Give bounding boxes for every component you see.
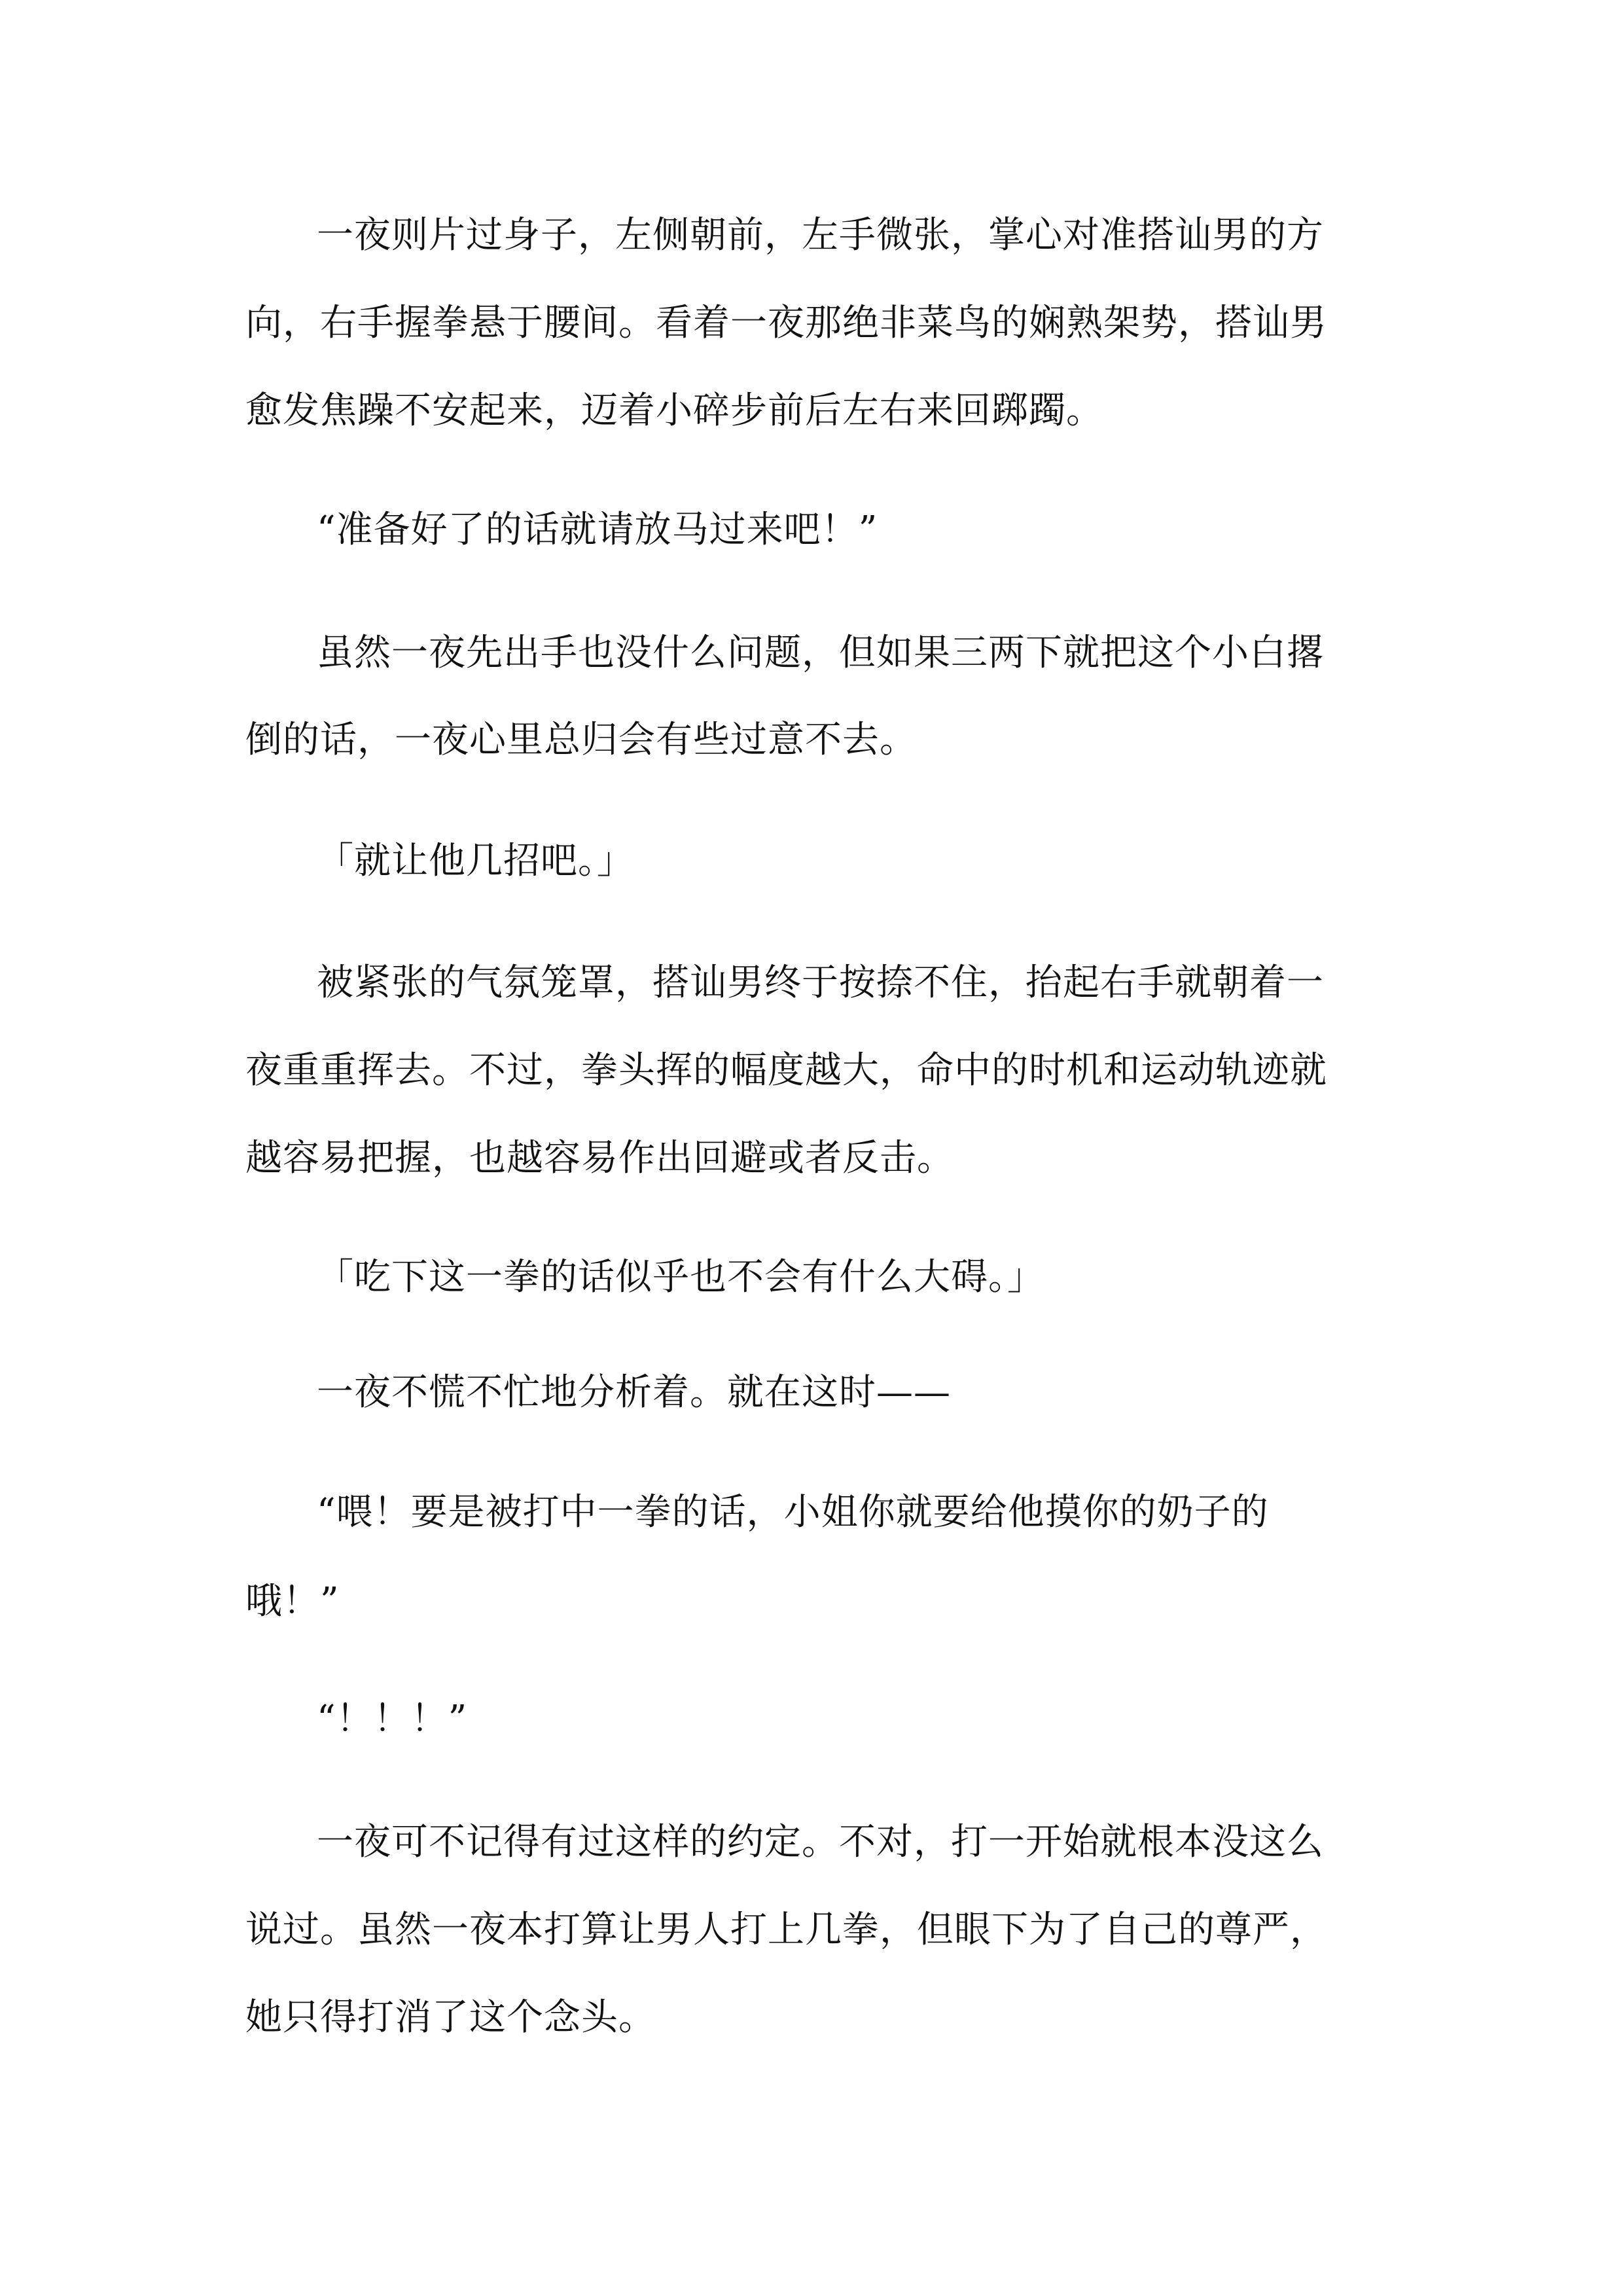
paragraph-line: 说过。虽然一夜本打算让男人打上几拳，但眼下为了自己的尊严， <box>245 1909 1327 1951</box>
dialogue-line: 哦！” <box>245 1580 340 1623</box>
paragraph-line: 一夜可不记得有过这样的约定。不对，打一开始就根本没这么 <box>317 1821 1324 1863</box>
paragraph-line: 倒的话，一夜心里总归会有些过意不去。 <box>245 719 917 761</box>
dialogue-line: “喂！要是被打中一拳的话，小姐你就要给他摸你的奶子的 <box>317 1491 1269 1534</box>
thought-line: 「就让他几招吧。」 <box>317 840 634 882</box>
paragraph-line: 被紧张的气氛笼罩，搭讪男终于按捺不住，抬起右手就朝着一 <box>317 961 1324 1004</box>
thought-line: 「吃下这一拳的话似乎也不会有什么大碍。」 <box>317 1256 1044 1299</box>
paragraph-line: 越容易把握，也越容易作出回避或者反击。 <box>245 1137 954 1179</box>
paragraph-line: 一夜则片过身子，左侧朝前，左手微张，掌心对准搭讪男的方 <box>317 214 1324 257</box>
paragraph-line: 夜重重挥去。不过，拳头挥的幅度越大，命中的时机和运动轨迹就 <box>245 1049 1327 1092</box>
paragraph-line: 虽然一夜先出手也没什么问题，但如果三两下就把这个小白撂 <box>317 632 1324 674</box>
paragraph-line: 一夜不慌不忙地分析着。就在这时—— <box>317 1371 951 1414</box>
paragraph-line: 向，右手握拳悬于腰间。看着一夜那绝非菜鸟的娴熟架势，搭讪男 <box>245 302 1327 344</box>
dialogue-line: “！！！” <box>317 1698 468 1740</box>
paragraph-line: 她只得打消了这个念头。 <box>245 1996 656 2039</box>
paragraph-line: 愈发焦躁不安起来，迈着小碎步前后左右来回踯躅。 <box>245 389 1103 432</box>
dialogue-line: “准备好了的话就请放马过来吧！” <box>317 509 878 551</box>
